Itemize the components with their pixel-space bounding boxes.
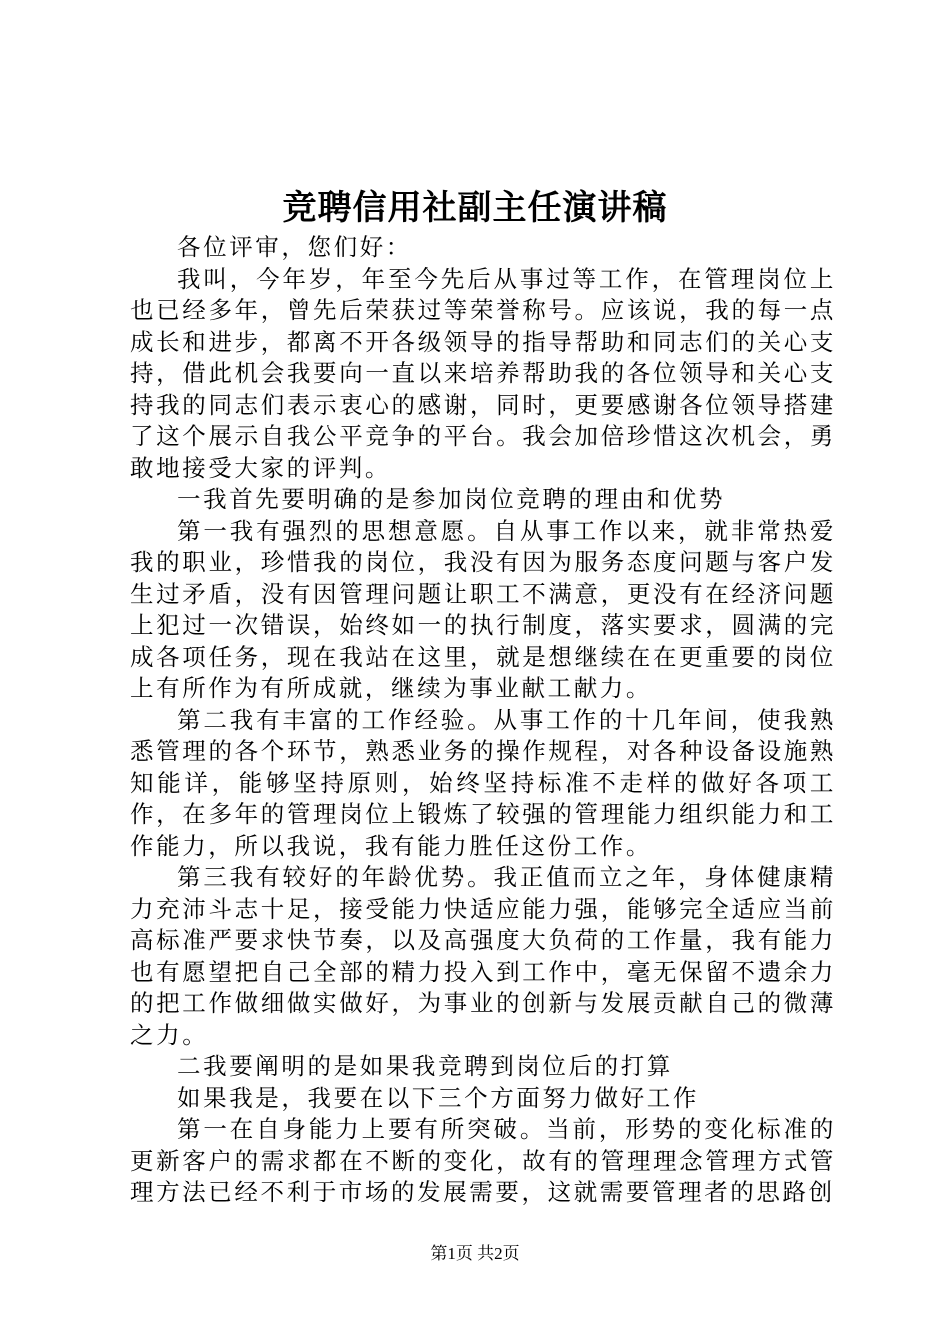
plan-intro-paragraph: 如果我是，我要在以下三个方面努力做好工作 — [177, 1083, 699, 1112]
section-heading-2: 二我要阐明的是如果我竞聘到岗位后的打算 — [177, 1052, 673, 1080]
advantage-paragraph-1: 第一我有强烈的思想意愿。自从事工作以来，就非常热爱我的职业，珍惜我的岗位，我没有因为服务态度问题与客户发生过矛盾，没有因管理问题让职工不满意，更没有在经济问题上犯过一次错误，始终如一的执行制度，落实要求，圆满的完成各项任务，现在我站在这里，就是想继续在在更重要的岗位上有所作为有所成就，继续为事业献工献力。 — [130, 516, 836, 702]
advantage-paragraph-2: 第二我有丰富的工作经验。从事工作的十几年间，使我熟悉管理的各个环节，熟悉业务的操作规程，对各种设备设施熟知能详，能够坚持原则，始终坚持标准不走样的做好各项工作，在多年的管理岗位上锻炼了较强的管理能力组织能力和工作能力，所以我说，我有能力胜任这份工作。 — [130, 705, 836, 860]
advantage-paragraph-3: 第三我有较好的年龄优势。我正值而立之年，身体健康精力充沛斗志十足，接受能力快适应能力强，能够完全适应当前高标准严要求快节奏，以及高强度大负荷的工作量，我有能力也有愿望把自己全部的精力投入到工作中，毫无保留不遗余力的把工作做细做实做好，为事业的创新与发展贡献自己的微薄之力。 — [130, 863, 836, 1049]
introduction-paragraph: 我叫，今年岁，年至今先后从事过等工作，在管理岗位上也已经多年，曾先后荣获过等荣誉称号。应该说，我的每一点成长和进步，都离不开各级领导的指导帮助和同志们的关心支持，借此机会我要向一直以来培养帮助我的各位领导和关心支持我的同志们表示衷心的感谢，同时，更要感谢各位领导搭建了这个展示自我公平竞争的平台。我会加倍珍惜这次机会，勇敢地接受大家的评判。 — [130, 264, 836, 482]
document-body — [130, 232, 836, 1209]
document-title: 竞聘信用社副主任演讲稿 — [282, 188, 668, 228]
section-heading-1: 一我首先要明确的是参加岗位竞聘的理由和优势 — [177, 485, 726, 513]
greeting-paragraph: 各位评审，您们好： — [177, 233, 412, 261]
plan-paragraph-1: 第一在自身能力上要有所突破。当前，形势的变化标准的更新客户的需求都在不断的变化，故有的管理理念管理方式管理方法已经不利于市场的发展需要，这就需要管理者的思路创 — [130, 1115, 836, 1206]
page-footer: 第1页 共2页 — [430, 1244, 520, 1263]
